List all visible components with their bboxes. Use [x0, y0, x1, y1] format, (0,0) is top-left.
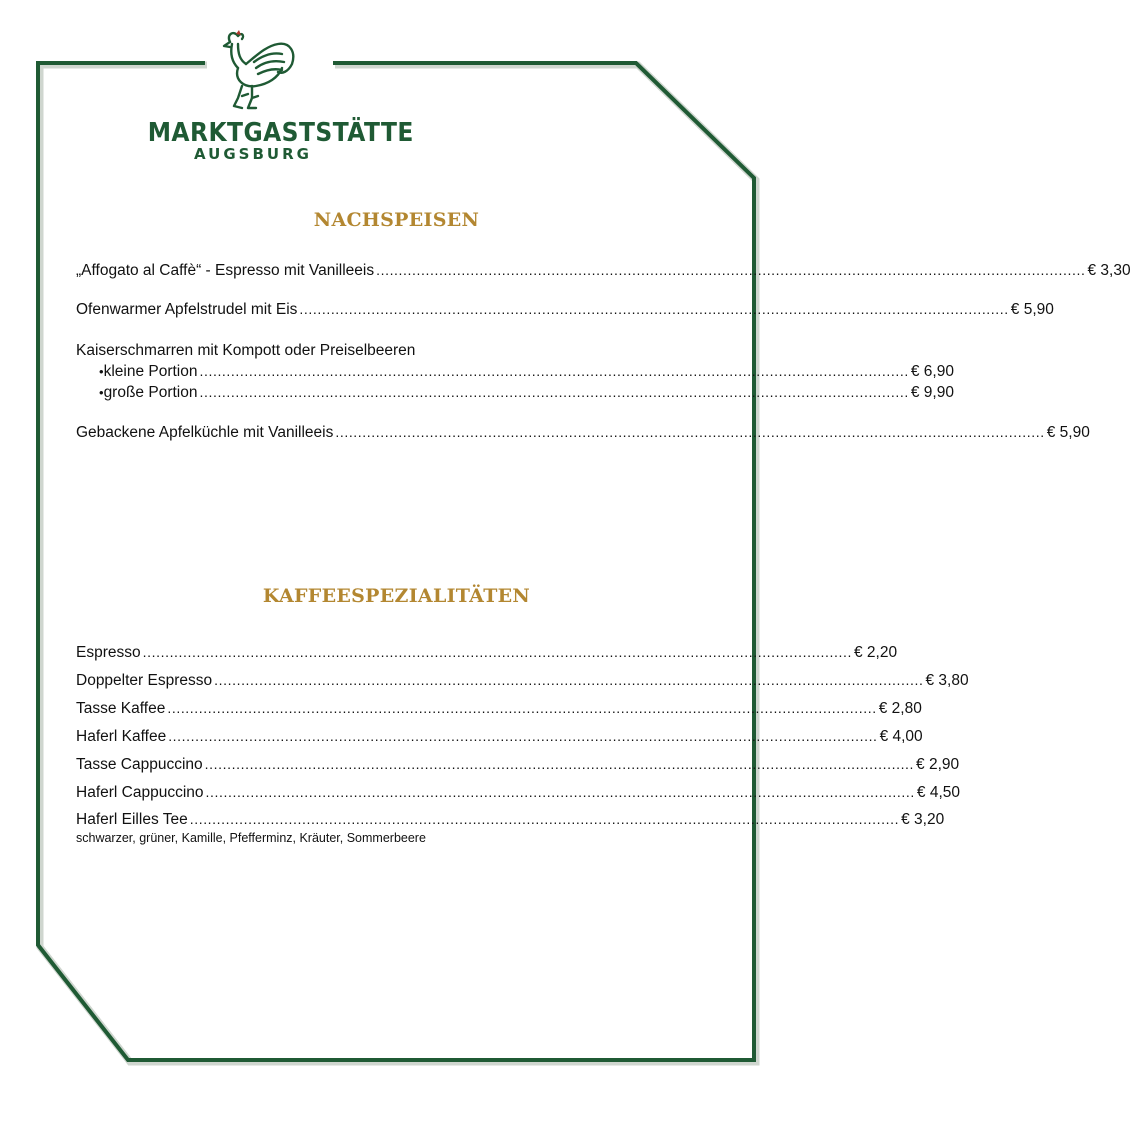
leader-dots: ..............................................................................................................................................................	[199, 363, 909, 379]
item-name: Espresso	[76, 644, 141, 661]
item-name: Haferl Cappuccino	[76, 784, 204, 801]
leader-dots: ..............................................................................................................................................................	[214, 672, 924, 688]
section-title-kaffeespezialitaeten: KAFFEESPEZIALITÄTEN	[262, 585, 531, 607]
menu-item	[76, 699, 922, 718]
option-price: € 6,90	[910, 363, 954, 380]
restaurant-logo	[136, 28, 414, 163]
item-note: schwarzer, grüner, Kamille, Pfefferminz, Kräuter, Sommerbeere	[76, 831, 426, 845]
menu-item	[76, 423, 1090, 442]
leader-dots: ..............................................................................................................................................................	[189, 811, 900, 827]
item-price: € 5,90	[1010, 301, 1054, 318]
bullet-icon: •	[99, 364, 104, 379]
leader-dots: ..............................................................................................................................................................	[335, 424, 1045, 440]
item-name: „Affogato al Caffè“ - Espresso mit Vanilleeis	[76, 262, 375, 279]
leader-dots: ..............................................................................................................................................................	[199, 384, 909, 400]
section-title-nachspeisen: NACHSPEISEN	[313, 209, 480, 231]
menu-item	[76, 783, 960, 802]
leader-dots: ..............................................................................................................................................................	[376, 262, 1086, 278]
menu-item-option	[99, 383, 954, 402]
item-name: Gebackene Apfelküchle mit Vanilleeis	[76, 424, 334, 441]
item-price: € 4,00	[879, 728, 923, 745]
item-price: € 2,20	[854, 644, 898, 661]
item-price: € 3,30	[1087, 262, 1131, 279]
menu-item	[76, 755, 960, 774]
item-price: € 2,80	[878, 700, 922, 717]
brand-city: AUGSBURG	[194, 145, 312, 163]
item-price: € 4,50	[916, 784, 960, 801]
option-name: kleine Portion	[103, 363, 198, 380]
rooster-icon	[208, 28, 298, 116]
menu-item	[76, 727, 923, 746]
item-name: Haferl Eilles Tee	[76, 811, 188, 828]
item-price: € 3,80	[925, 672, 969, 689]
brand-name: MARKTGASTSTÄTTE	[147, 118, 414, 148]
leader-dots: ..............................................................................................................................................................	[205, 784, 915, 800]
menu-item	[76, 643, 898, 662]
bullet-icon: •	[99, 385, 104, 400]
menu-item	[76, 300, 1054, 319]
menu-item	[76, 261, 1131, 280]
item-name: Ofenwarmer Apfelstrudel mit Eis	[76, 301, 298, 318]
option-name: große Portion	[103, 384, 198, 401]
item-name: Tasse Cappuccino	[76, 756, 203, 773]
item-price: € 5,90	[1046, 424, 1090, 441]
item-price: € 2,90	[916, 756, 960, 773]
menu-item	[76, 810, 945, 829]
leader-dots: ..............................................................................................................................................................	[168, 728, 878, 744]
leader-dots: ..............................................................................................................................................................	[167, 700, 877, 716]
menu-item	[76, 671, 969, 690]
item-name: Doppelter Espresso	[76, 672, 213, 689]
item-price: € 3,20	[901, 811, 945, 828]
leader-dots: ..............................................................................................................................................................	[142, 644, 852, 660]
item-name: Tasse Kaffee	[76, 700, 166, 717]
item-name: Haferl Kaffee	[76, 728, 167, 745]
option-price: € 9,90	[910, 384, 954, 401]
item-name: Kaiserschmarren mit Kompott oder Preiselbeeren	[76, 342, 416, 359]
leader-dots: ..............................................................................................................................................................	[204, 756, 915, 772]
menu-item-option	[99, 362, 954, 381]
leader-dots: ..............................................................................................................................................................	[299, 301, 1009, 317]
